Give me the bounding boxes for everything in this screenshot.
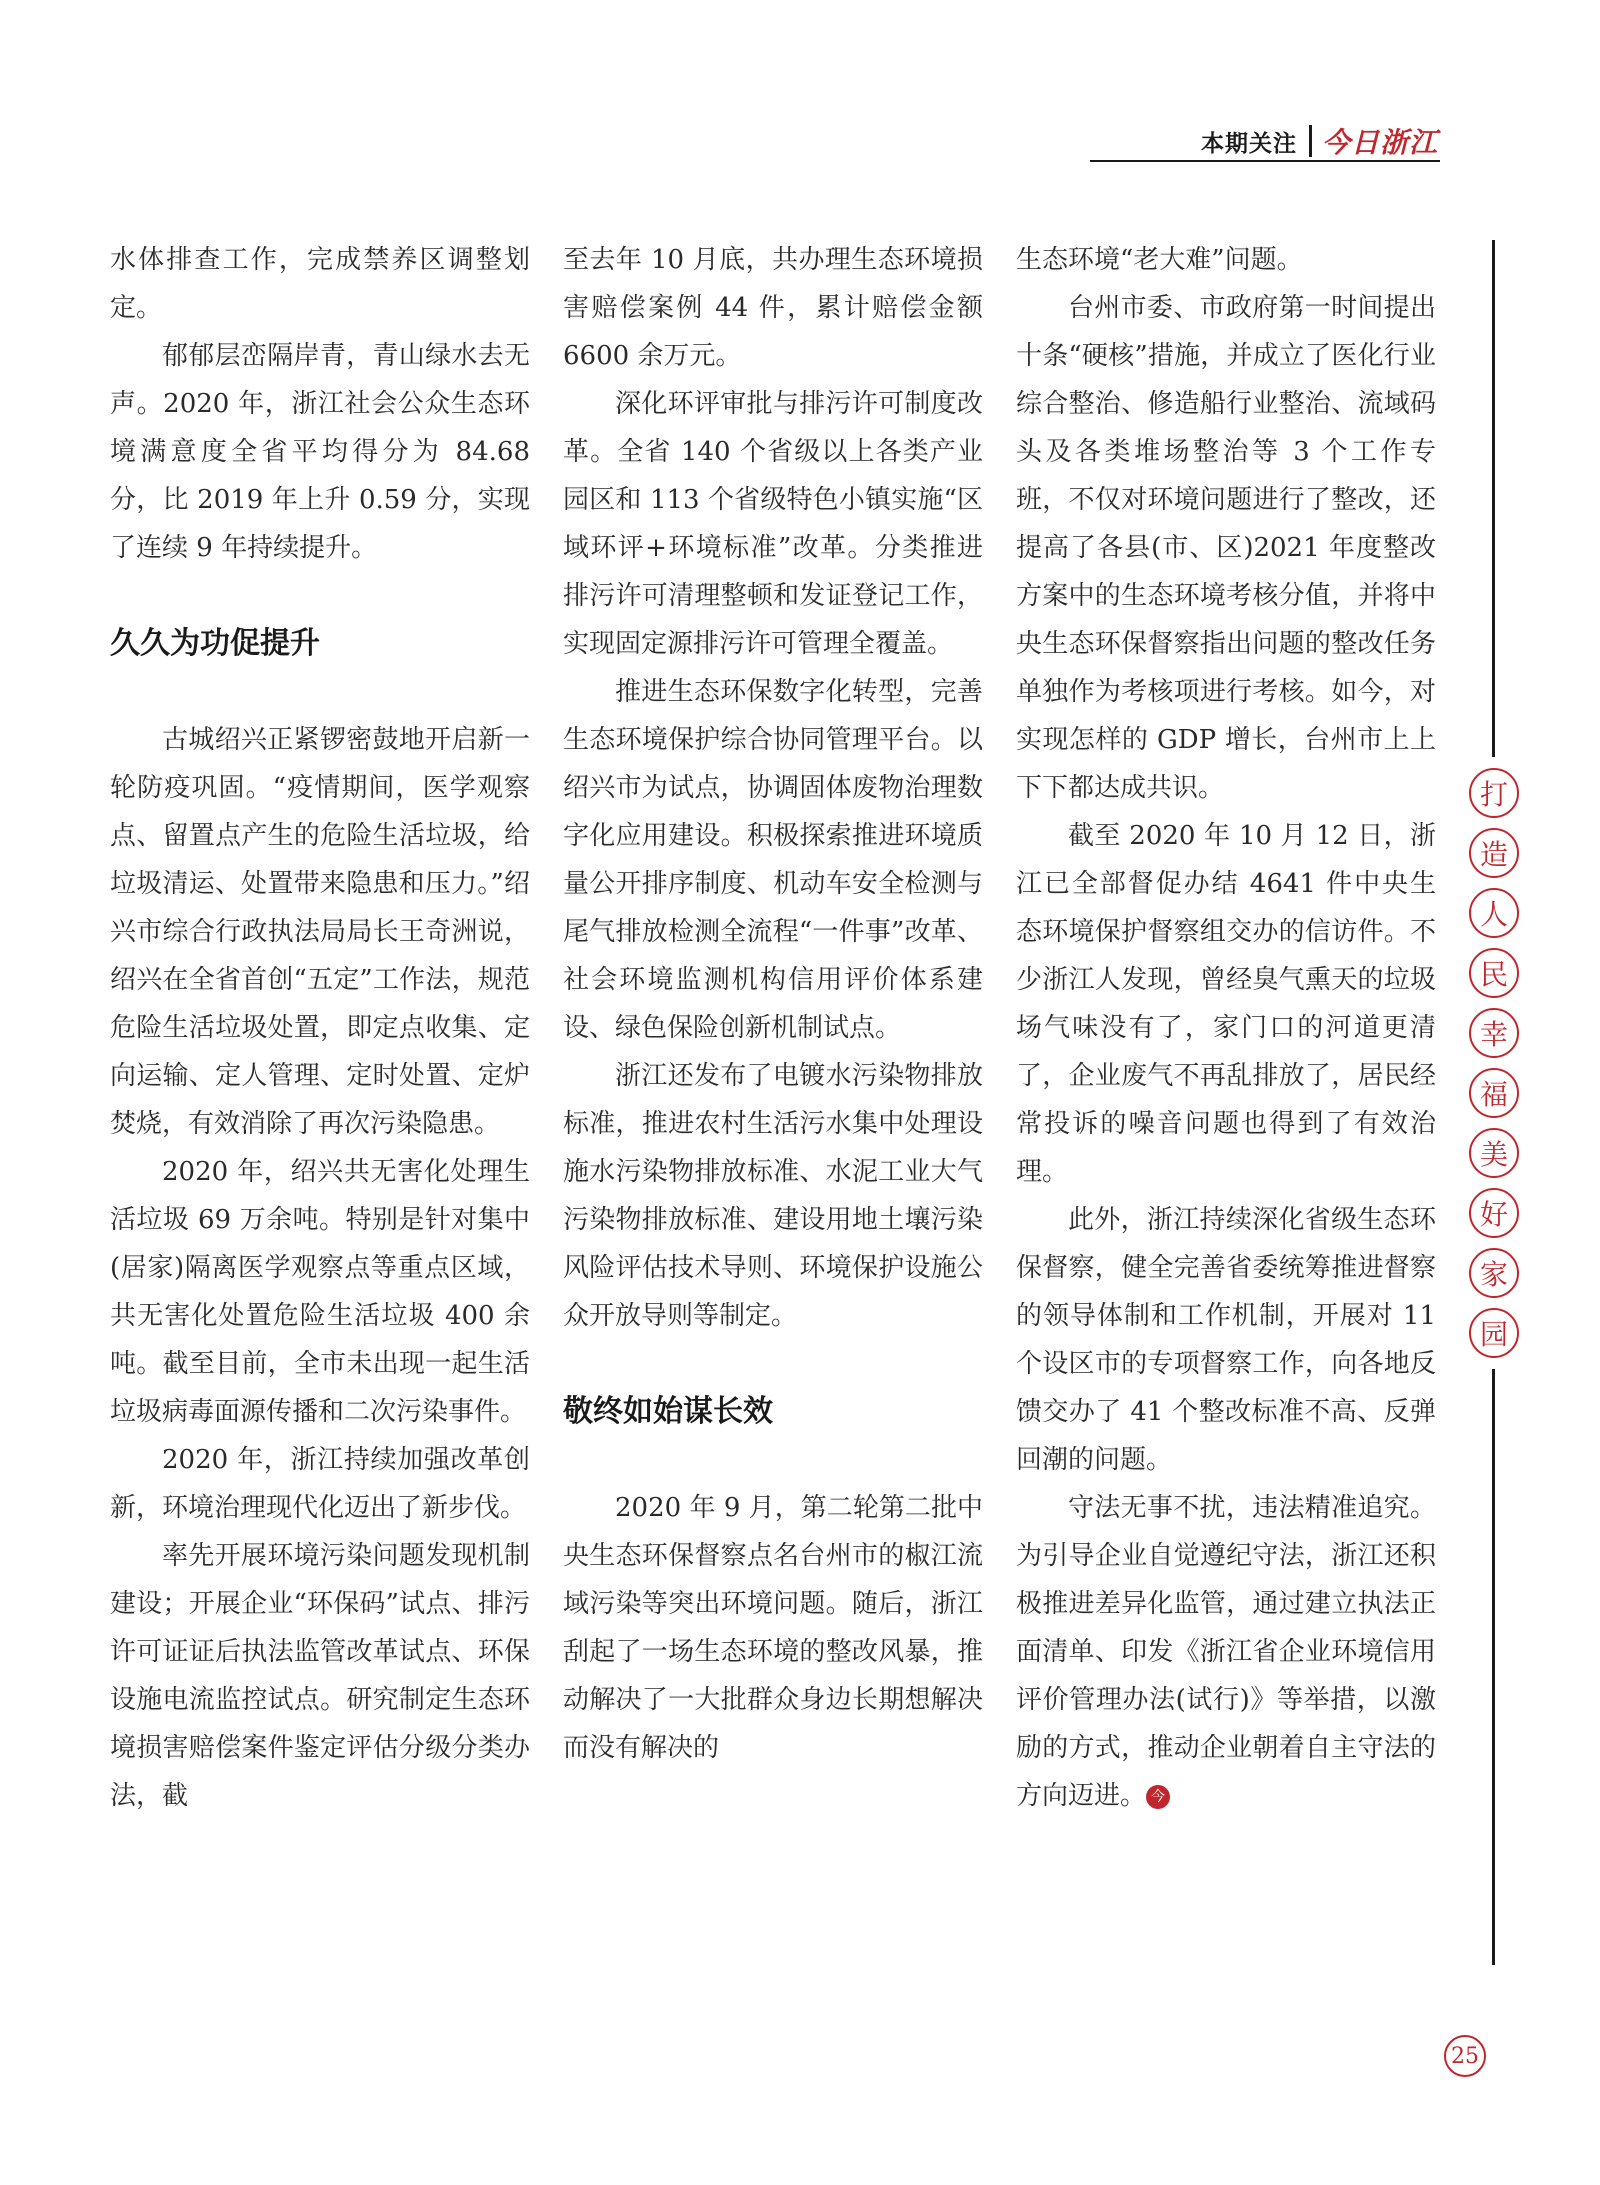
section-heading: 久久为功促提升 <box>110 626 320 661</box>
section-heading: 敬终如始谋长效 <box>563 1394 773 1429</box>
vertical-title-char: 好 <box>1469 1188 1519 1238</box>
paragraph: 生态环境“老大难”问题。 <box>1016 245 1303 275</box>
vertical-title-char: 福 <box>1469 1068 1519 1118</box>
paragraph: 2020 年 9 月，第二轮第二批中央生态环保督察点名台州市的椒江流域污染等突出环境问题。随后，浙江刮起了一场生态环境的整改风暴，推动解决了一大批群众身边长期想解决而没有解决的 <box>563 1493 983 1763</box>
vertical-title-char: 人 <box>1469 888 1519 938</box>
page-header <box>1201 120 1438 162</box>
paragraph: 浙江还发布了电镀水污染物排放标准，推进农村生活污水集中处理设施水污染物排放标准、水泥工业大气污染物排放标准、建设用地土壤污染风险评估技术导则、环境保护设施公众开放导则等制定。 <box>563 1061 983 1331</box>
end-mark-icon: 今 <box>1146 1785 1170 1809</box>
paragraph: 至去年 10 月底，共办理生态环境损害赔偿案例 44 件，累计赔偿金额 6600 余万元。 <box>563 245 983 371</box>
paragraph: 推进生态环保数字化转型，完善生态环境保护综合协同管理平台。以绍兴市为试点，协调固体废物治理数字化应用建设。积极探索推进环境质量公开排序制度、机动车安全检测与尾气排放检测全流程“一件事”改革、社会环境监测机构信用评价体系建设、绿色保险创新机制试点。 <box>563 677 983 1043</box>
paragraph: 率先开展环境污染问题发现机制建设；开展企业“环保码”试点、排污许可证证后执法监管改革试点、环保设施电流监控试点。研究制定生态环境损害赔偿案件鉴定评估分级分类办法，截 <box>110 1541 530 1811</box>
section-label: 本期关注 <box>1200 130 1297 157</box>
magazine-logo: 今日浙江 <box>1321 126 1438 159</box>
vertical-title-char: 园 <box>1469 1308 1519 1358</box>
vertical-title-char: 美 <box>1469 1128 1519 1178</box>
text-column-2 <box>563 236 983 1772</box>
vertical-title-char: 打 <box>1469 768 1519 818</box>
vertical-title-char: 家 <box>1469 1248 1519 1298</box>
text-column-3 <box>1016 236 1436 1820</box>
vertical-title-char: 幸 <box>1469 1008 1519 1058</box>
paragraph: 2020 年，绍兴共无害化处理生活垃圾 69 万余吨。特别是针对集中(居家)隔离医学观察点等重点区域，共无害化处置危险生活垃圾 400 余吨。截至目前，全市未出现一起生活垃圾病毒面源传播和二次污染事件。 <box>110 1157 530 1427</box>
paragraph: 郁郁层峦隔岸青，青山绿水去无声。2020 年，浙江社会公众生态环境满意度全省平均得分为 84.68 分，比 2019 年上升 0.59 分，实现了连续 9 年持续提升。 <box>110 341 530 563</box>
page-number: 25 <box>1444 2035 1486 2077</box>
paragraph-final <box>1016 1484 1436 1820</box>
header-rule <box>1090 160 1440 162</box>
vertical-title-char: 造 <box>1469 828 1519 878</box>
paragraph: 此外，浙江持续深化省级生态环保督察，健全完善省委统筹推进督察的领导体制和工作机制，开展对 11 个设区市的专项督察工作，向各地反馈交办了 41 个整改标准不高、反弹回潮的问题。 <box>1016 1205 1436 1475</box>
paragraph: 水体排查工作，完成禁养区调整划定。 <box>110 245 530 323</box>
vertical-title-char: 民 <box>1469 948 1519 998</box>
header-divider <box>1309 125 1312 157</box>
paragraph: 台州市委、市政府第一时间提出十条“硬核”措施，并成立了医化行业综合整治、修造船行业整治、流域码头及各类堆场整治等 3 个工作专班，不仅对环境问题进行了整改，还提高了各县(市、区)2021 年度整改方案中的生态环境考核分值，并将中央生态环保督察指出问题的整改任务单独作为考核项进行考核。如今，对实现怎样的 GDP 增长，台州市上上下下都达成共识。 <box>1016 293 1436 803</box>
text-column-1 <box>110 236 530 1820</box>
paragraph: 深化环评审批与排污许可制度改革。全省 140 个省级以上各类产业园区和 113 个省级特色小镇实施“区域环评+环境标准”改革。分类推进排污许可清理整顿和发证登记工作，实现固定源排污许可管理全覆盖。 <box>563 389 983 659</box>
paragraph-text: 守法无事不扰，违法精准追究。为引导企业自觉遵纪守法，浙江还积极推进差异化监管，通过建立执法正面清单、印发《浙江省企业环境信用评价管理办法(试行)》等举措，以激励的方式，推动企业朝着自主守法的方向迈进。 <box>1016 1493 1436 1811</box>
vertical-title <box>1468 757 1520 1369</box>
paragraph: 截至 2020 年 10 月 12 日，浙江已全部督促办结 4641 件中央生态环境保护督察组交办的信访件。不少浙江人发现，曾经臭气熏天的垃圾场气味没有了，家门口的河道更清了，企业废气不再乱排放了，居民经常投诉的噪音问题也得到了有效治理。 <box>1016 821 1436 1187</box>
paragraph: 古城绍兴正紧锣密鼓地开启新一轮防疫巩固。“疫情期间，医学观察点、留置点产生的危险生活垃圾，给垃圾清运、处置带来隐患和压力。”绍兴市综合行政执法局局长王奇洲说，绍兴在全省首创“五定”工作法，规范危险生活垃圾处置，即定点收集、定向运输、定人管理、定时处置、定炉焚烧，有效消除了再次污染隐患。 <box>110 725 530 1139</box>
paragraph: 2020 年，浙江持续加强改革创新，环境治理现代化迈出了新步伐。 <box>110 1445 530 1523</box>
